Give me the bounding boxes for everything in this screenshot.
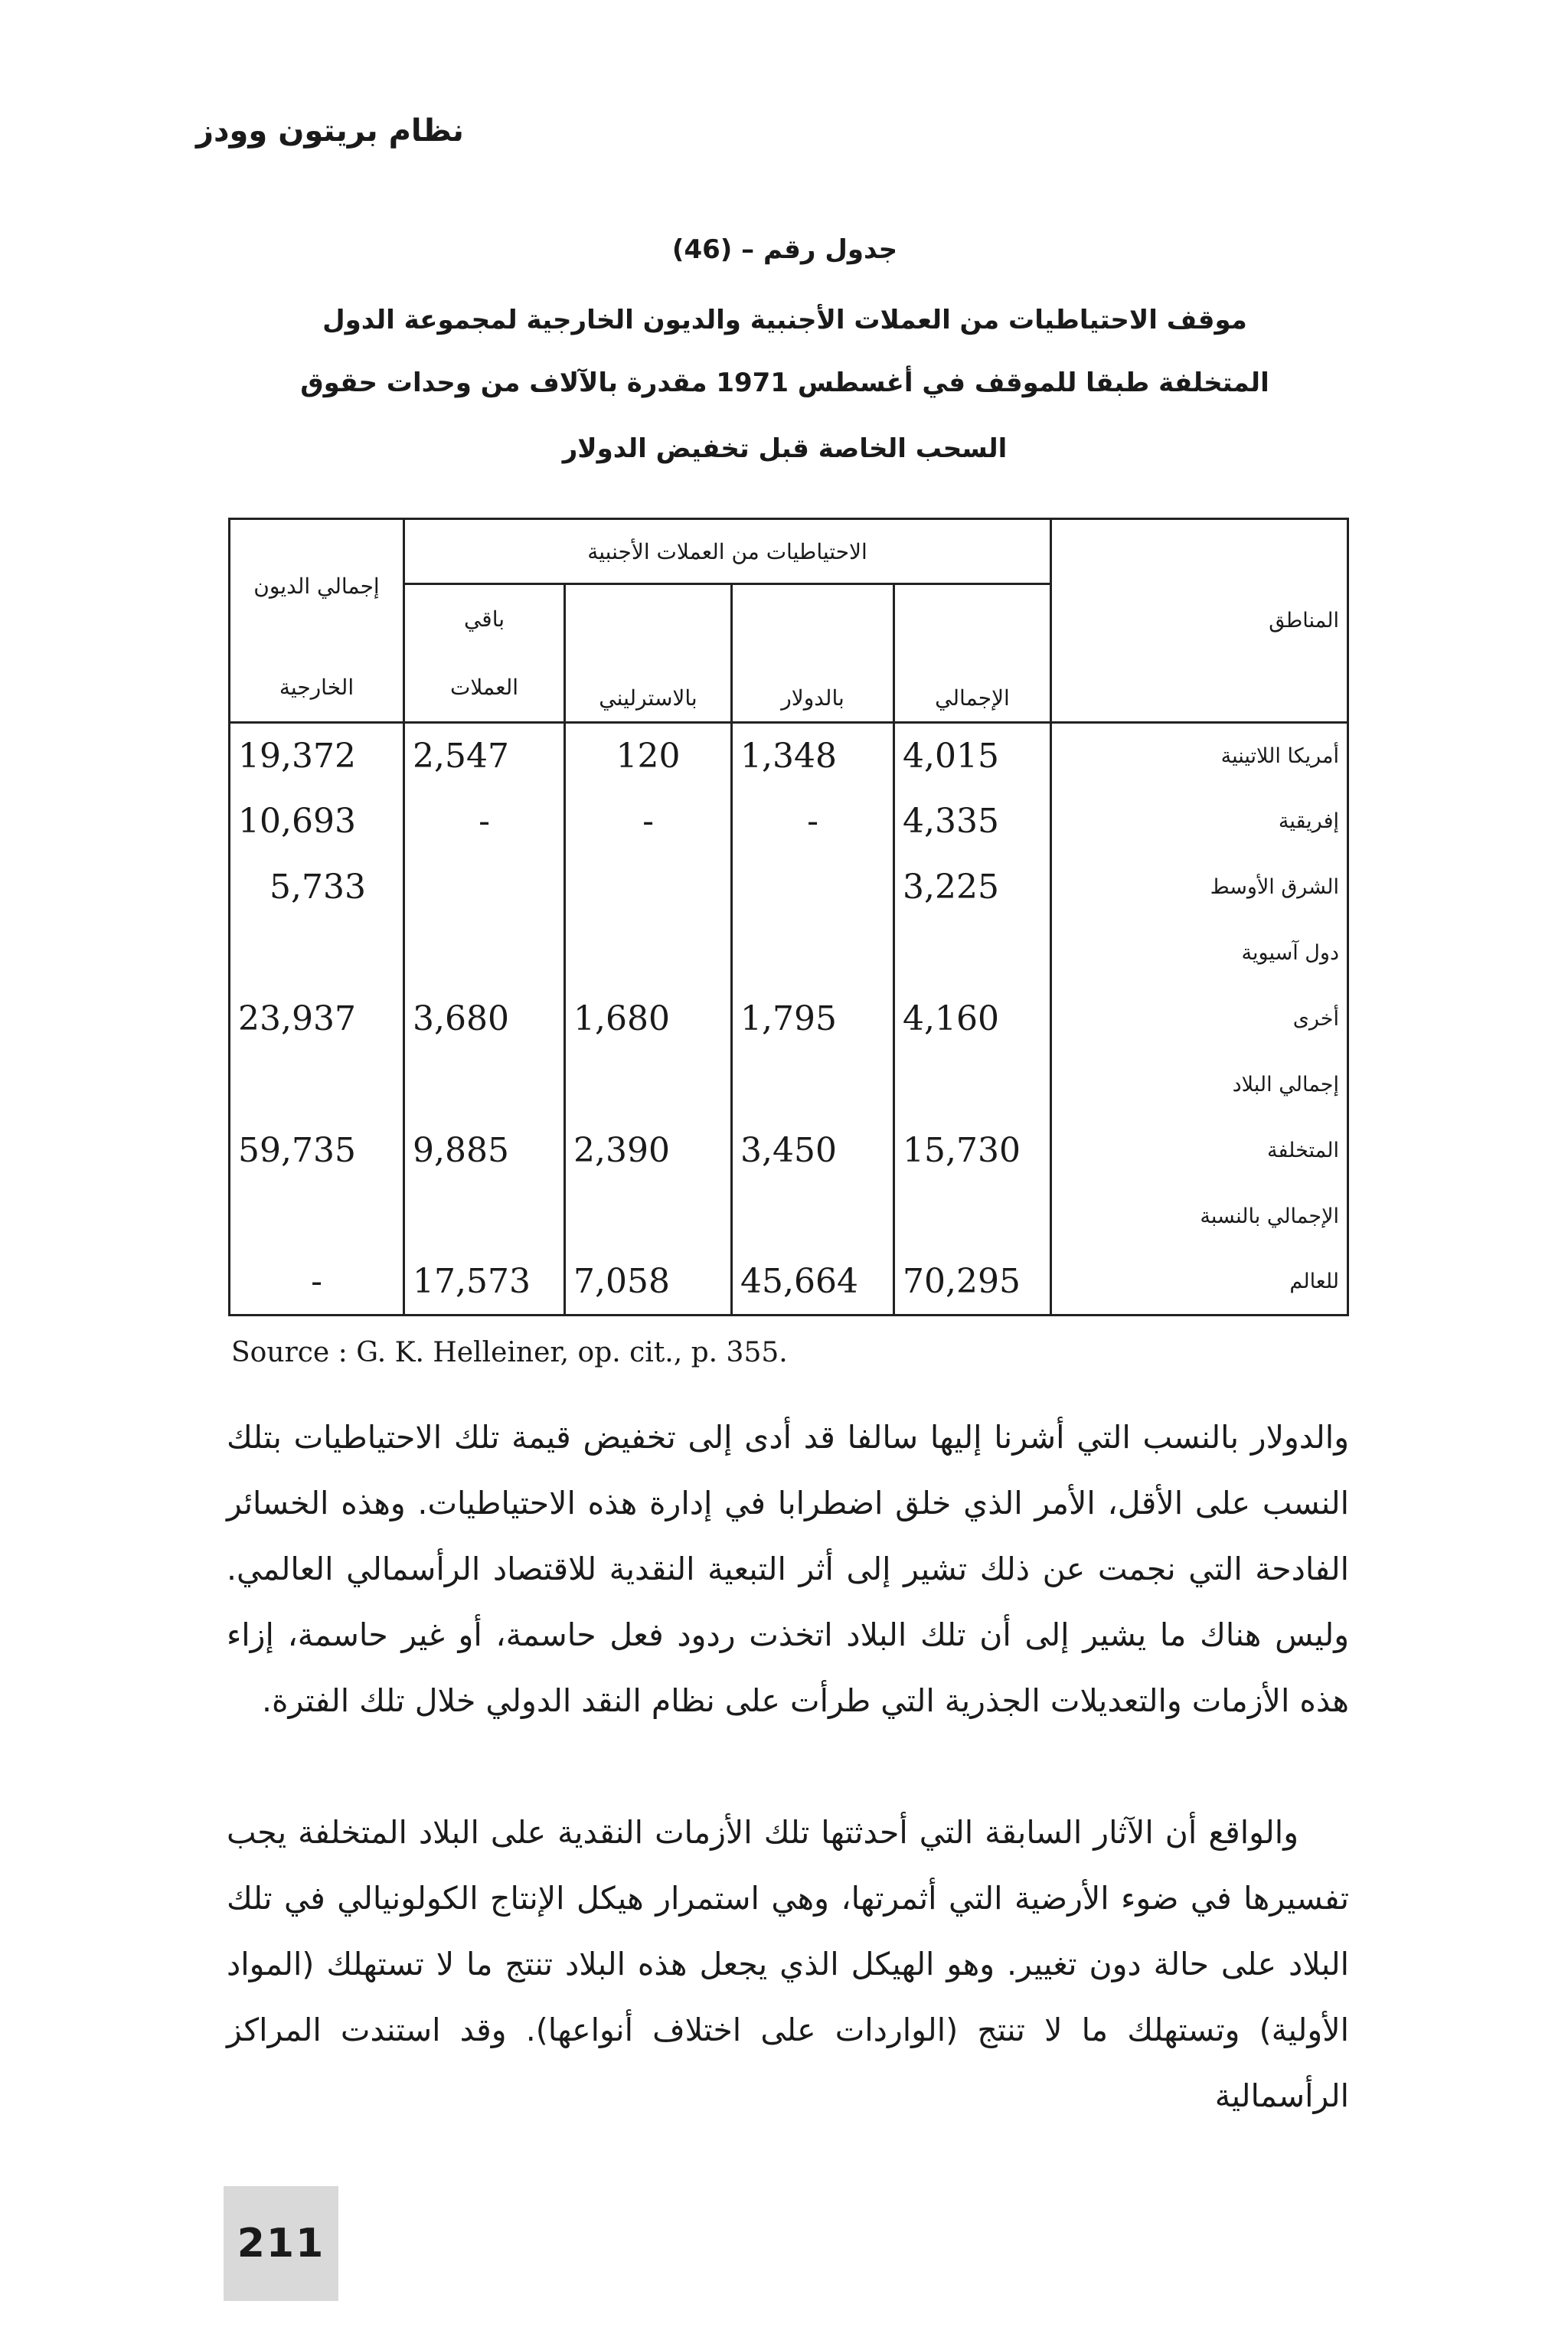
table-row bbox=[230, 920, 1348, 986]
table-source-note: Source : G. K. Helleiner, op. cit., p. 355. bbox=[231, 1337, 788, 1368]
cell-dollar bbox=[732, 855, 894, 920]
header-debt-top: إجمالي الديون bbox=[230, 519, 404, 653]
header-other-top: باقي bbox=[404, 584, 565, 653]
cell-other: 9,885 bbox=[404, 1118, 565, 1184]
cell-total: 4,335 bbox=[894, 789, 1051, 855]
reserves-debt-table bbox=[228, 518, 1349, 1316]
cell-dollar: 45,664 bbox=[732, 1250, 894, 1316]
cell-sterling: 7,058 bbox=[565, 1250, 732, 1316]
table-caption-number: جدول رقم – (46) bbox=[671, 234, 898, 265]
header-regions: المناطق bbox=[1051, 519, 1348, 723]
table-row bbox=[230, 1052, 1348, 1118]
header-other-bottom: العملات bbox=[404, 652, 565, 723]
header-dollar: بالدولار bbox=[732, 584, 894, 723]
table-caption-line: موقف الاحتياطيات من العملات الأجنبية والديون الخارجية لمجموعة الدول bbox=[322, 305, 1247, 335]
cell-total: 3,225 bbox=[894, 855, 1051, 920]
cell-other bbox=[404, 855, 565, 920]
cell-debt: 10,693 bbox=[230, 789, 404, 855]
page-number: 211 bbox=[237, 2221, 325, 2267]
cell-total: 4,160 bbox=[894, 986, 1051, 1052]
cell-debt: 23,937 bbox=[230, 986, 404, 1052]
page-number-box bbox=[224, 2186, 338, 2301]
row-region: إجمالي البلاد bbox=[1051, 1052, 1348, 1118]
cell-dollar: 1,795 bbox=[732, 986, 894, 1052]
cell-dollar: - bbox=[732, 789, 894, 855]
body-paragraph: والدولار بالنسب التي أشرنا إليها سالفا قد أدى إلى تخفيض قيمة تلك الاحتياطيات بتلك النسب على الأقل، الأمر الذي خلق اضطرابا في إدارة هذه الاحتياطيات. وهذه الخسائر الفادحة التي نجمت عن ذلك تشير إلى أثر التبعية النقدية للاقتصاد الرأسمالي العالمي. وليس هناك ما يشير إلى أن تلك البلاد اتخذت ردود فعل حاسمة، أو غير حاسمة، إزاء هذه الأزمات والتعديلات الجذرية التي طرأت على نظام النقد الدولي خلال تلك الفترة. bbox=[227, 1419, 1349, 1719]
row-region: دول آسيوية bbox=[1051, 920, 1348, 986]
body-paragraph: والواقع أن الآثار السابقة التي أحدثتها تلك الأزمات النقدية على البلاد المتخلفة يجب تفسيرها في ضوء الأرضية التي أثمرتها، وهي استمرار هيكل الإنتاج الكولونيالي في تلك البلاد على حالة دون تغيير. وهو الهيكل الذي يجعل هذه البلاد تنتج ما لا تستهلك (المواد الأولية) وتستهلك ما لا تنتج (الواردات على اختلاف أنواعها). وقد استندت المراكز الرأسمالية bbox=[227, 1814, 1349, 2114]
row-region: الشرق الأوسط bbox=[1051, 855, 1348, 920]
table-row bbox=[230, 986, 1348, 1052]
cell-sterling: 1,680 bbox=[565, 986, 732, 1052]
cell-debt: - bbox=[230, 1250, 404, 1316]
table-row bbox=[230, 1118, 1348, 1184]
table-row bbox=[230, 1250, 1348, 1316]
cell-other: - bbox=[404, 789, 565, 855]
cell-other: 3,680 bbox=[404, 986, 565, 1052]
running-head: نظام بريتون وودز bbox=[196, 113, 464, 149]
table-row bbox=[230, 1184, 1348, 1250]
header-debt-bottom: الخارجية bbox=[230, 652, 404, 723]
header-sterling: بالاسترليني bbox=[565, 584, 732, 723]
cell-total: 15,730 bbox=[894, 1118, 1051, 1184]
table-row bbox=[230, 855, 1348, 920]
row-region-cont: أخرى bbox=[1051, 986, 1348, 1052]
cell-debt: 59,735 bbox=[230, 1118, 404, 1184]
cell-total: 4,015 bbox=[894, 723, 1051, 789]
table-row bbox=[230, 723, 1348, 789]
header-total: الإجمالي bbox=[894, 584, 1051, 723]
cell-debt: 19,372 bbox=[230, 723, 404, 789]
table-row bbox=[230, 789, 1348, 855]
row-region-cont: للعالم bbox=[1051, 1250, 1348, 1316]
row-region: إفريقية bbox=[1051, 789, 1348, 855]
cell-dollar: 1,348 bbox=[732, 723, 894, 789]
table-caption-line: المتخلفة طبقا للموقف في أغسطس 1971 مقدرة بالآلاف من وحدات حقوق bbox=[300, 368, 1269, 398]
cell-sterling: 120 bbox=[565, 723, 732, 789]
table-caption-line: السحب الخاصة قبل تخفيض الدولار bbox=[562, 433, 1008, 464]
cell-debt: 5,733 bbox=[230, 855, 404, 920]
cell-sterling: - bbox=[565, 789, 732, 855]
row-region-cont: المتخلفة bbox=[1051, 1118, 1348, 1184]
cell-other: 2,547 bbox=[404, 723, 565, 789]
row-region: الإجمالي بالنسبة bbox=[1051, 1184, 1348, 1250]
row-region: أمريكا اللاتينية bbox=[1051, 723, 1348, 789]
cell-other: 17,573 bbox=[404, 1250, 565, 1316]
cell-sterling bbox=[565, 855, 732, 920]
header-reserves-group: الاحتياطيات من العملات الأجنبية bbox=[404, 519, 1051, 584]
cell-total: 70,295 bbox=[894, 1250, 1051, 1316]
cell-dollar: 3,450 bbox=[732, 1118, 894, 1184]
cell-sterling: 2,390 bbox=[565, 1118, 732, 1184]
